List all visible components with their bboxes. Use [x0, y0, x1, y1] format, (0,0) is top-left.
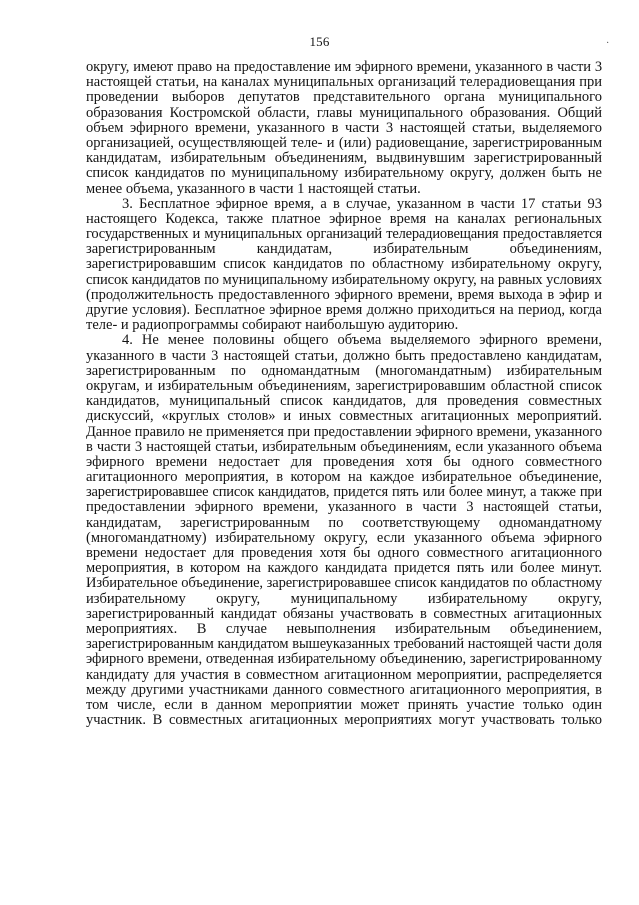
text-line: зарегистрированным по одномандатным (многомандатным) избирательным [86, 362, 602, 379]
page-number: 156 [309, 34, 330, 49]
text-line: предоставлении эфирного времени, указанного в части 3 настоящей статьи, [86, 499, 602, 516]
text-line: список кандидатов по муниципальному избирательному округу, на равных условиях [86, 271, 602, 288]
text-line: зарегистрировавшее список кандидатов, придется пять или более минут, а также при [86, 484, 602, 501]
text-line: между другими участниками данного совместного агитационного мероприятия, в [86, 681, 602, 698]
text-line: список кандидатов по муниципальному избирательному округу, должен быть не [86, 165, 602, 182]
paragraph-4-first-line: 4. Не менее половины общего объема выделяемого эфирного времени, [122, 332, 602, 349]
text-line: кандидатов, муниципальный список кандидатов, для проведения совместных [86, 393, 602, 410]
text-line: зарегистрированный кандидат обязаны участвовать в совместных агитационных [86, 605, 602, 622]
text-line: указанного в части 3 настоящей статьи, должно быть предоставлено кандидатам, [86, 347, 602, 364]
text-line: мероприятиях. В случае невыполнения избирательным объединением, [86, 620, 602, 637]
text-line: организацией, осуществляющей теле- и (или) радиовещание, зарегистрированным [86, 134, 602, 151]
text-line: кандидатам, зарегистрированным по соответствующему одномандатному [86, 514, 602, 531]
text-line: дискуссий, «круглых столов» и иных совместных агитационных мероприятий. [86, 408, 602, 425]
text-line: (продолжительность предоставленного эфирного времени, время выхода в эфир и [86, 286, 602, 303]
text-line: времени недостает для проведения хотя бы одного совместного агитационного [86, 545, 602, 561]
corner-mark: · [606, 38, 610, 49]
text-line: агитационного мероприятия, в котором на каждое избирательное объединение, [86, 469, 602, 486]
text-line: зарегистрированным кандидатам, избирательным объединениям, [86, 241, 602, 258]
text-line: Данное правило не применяется при предоставлении эфирного времени, указанного [86, 423, 602, 440]
text-line: Избирательное объединение, зарегистрировавшее список кандидатов по областному [86, 575, 602, 592]
text-line: (многомандатному) избирательному округу, если указанного объема эфирного [86, 529, 602, 546]
article-body [86, 60, 602, 728]
text-line: другие условия). Бесплатное эфирное время должно приходиться на период, когда [86, 302, 602, 318]
text-line: округам, и избирательным объединениям, зарегистрировавшим областной список [86, 377, 602, 394]
text-line: государственных и муниципальных организаций телерадиовещания предоставляется [86, 226, 602, 243]
text-line: эфирного времени недостает для проведения хотя бы одного совместного [86, 453, 602, 470]
text-line: мероприятия, в котором на каждого кандидата придется пять или более минут. [86, 560, 602, 577]
text-line: образования Костромской области, главы муниципального образования. Общий [86, 104, 602, 121]
text-line: настоящего Кодекса, также платное эфирное время на каналах региональных [86, 210, 602, 227]
text-line: эфирного времени, отведенная избирательному объединению, зарегистрированному [86, 651, 602, 668]
text-line: теле- и радиопрограммы собирают наибольшую аудиторию. [86, 317, 459, 334]
text-line: проведении выборов депутатов представительного органа муниципального [86, 89, 602, 106]
text-line: кандидатам, избирательным объединениям, выдвинувшим зарегистрированный [86, 150, 602, 167]
text-line: округу, имеют право на предоставление им эфирного времени, указанного в части 3 [86, 59, 602, 75]
text-line: менее объема, указанного в части 1 настоящей статьи. [86, 180, 421, 197]
text-line: настоящей статьи, на каналах муниципальных организаций телерадиовещания при [86, 74, 602, 91]
text-line: в части 3 настоящей статьи, избирательным объединениям, если указанного объема [86, 438, 602, 455]
text-line: участник. В совместных агитационных мероприятиях могут участвовать только [86, 712, 602, 729]
text-line: объем эфирного времени, указанного в части 3 настоящей статьи, выделяемого [86, 119, 602, 136]
text-line: зарегистрированным кандидатом вышеуказанных требований настоящей части доля [86, 636, 602, 653]
text-line: кандидату для участия в совместном агитационном мероприятии, распределяется [86, 666, 602, 683]
paragraph-3-first-line: 3. Бесплатное эфирное время, а в случае, указанном в части 17 статьи 93 [122, 195, 602, 212]
text-line: том числе, если в данном мероприятии может принять участие только один [86, 696, 602, 713]
text-line: зарегистрировавшим список кандидатов по областному избирательному округу, [86, 256, 602, 273]
text-line: избирательному округу, муниципальному избирательному округу, [86, 590, 602, 607]
